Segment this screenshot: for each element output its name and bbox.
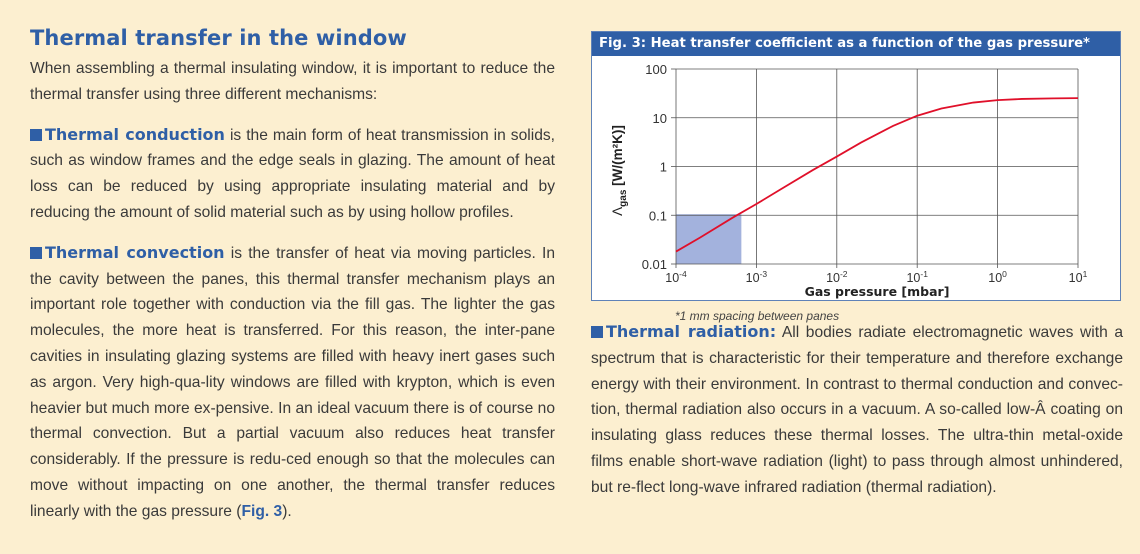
bullet-square-icon [30, 247, 42, 259]
x-tick-label: $10^{-3}$ [745, 269, 768, 285]
bullet-square-icon [591, 326, 603, 338]
bullet-square-icon [30, 129, 42, 141]
x-tick-label: $10^{-1}$ [906, 269, 928, 285]
heat-transfer-chart [592, 56, 1120, 323]
article-right-column [591, 319, 1123, 515]
radiation-heading: Thermal radiation: [606, 322, 777, 341]
conduction-heading: Thermal conduction [45, 124, 225, 144]
convection-paragraph [30, 240, 555, 525]
y-tick-label: 10 [652, 110, 667, 126]
y-tick-label: 100 [645, 62, 667, 77]
article-left-column [30, 26, 555, 539]
figure-3 [591, 31, 1121, 323]
x-tick-label: $10^1$ [1068, 269, 1088, 285]
convection-body: is the transfer of heat via moving particles. In the cavity between the panes, this thermal transfer mechanism plays an important role together with conduction via the fill gas. The lighter the gas molecules, the more heat is transferred. For this reason, the inter-pane cavities in insulating glazing systems are filled with heavy inert gases such as argon. Very high-qua-lity windows are filled with krypton, which is even heavier but much more ex-pensive. In an ideal vacuum there is of course no thermal convection. But a partial vacuum also reduces heat transfer considerably. If the pressure is redu-ced enough so that the molecules can move without impacting on one another, the thermal transfer reduces linearly with the gas pressure ( [30, 244, 555, 520]
figure-footnote: *1 mm spacing between panes [675, 309, 840, 323]
y-axis-label: $\Lambda_{gas}$ [W/(m²K)] [610, 125, 629, 216]
figure-header [592, 32, 1120, 56]
y-tick-label: 0.01 [641, 257, 667, 272]
x-tick-label: $10^0$ [988, 269, 1007, 285]
convection-tail: ). [282, 502, 292, 520]
figure-title: Fig. 3: Heat transfer coefficient as a function of the gas pressure* [599, 36, 1090, 51]
radiation-body: All bodies radiate electromagnetic waves with a spectrum that is characteristic for their temperature and therefore exchange energy with their environment. In contrast to thermal conduction and convec-tion, thermal radiation also occurs in a vacuum. A so-called low-Â coating on insulating glass reduces these thermal losses. The ultra-thin metal-oxide films enable short-wave radiation (light) to pass through almost unhindered, but re-flect long-wave infrared radiation (thermal radiation). [591, 324, 1124, 496]
x-axis-label: Gas pressure [mbar] [804, 284, 950, 299]
conduction-body: is the main form of heat transmission in solids, such as window frames and the edge seals in glazing. The amount of heat loss can be reduced by using appropriate insulating material and by reducing the amount of solid material such as by using hollow profiles. [30, 126, 556, 221]
shaded-region [676, 214, 741, 264]
radiation-paragraph [591, 319, 1123, 501]
article-title: Thermal transfer in the window [30, 26, 407, 50]
y-tick-label: 1 [659, 159, 667, 175]
conduction-paragraph [30, 122, 555, 226]
figure-reference-link[interactable]: Fig. 3 [241, 502, 283, 520]
x-tick-label: $10^{-2}$ [826, 269, 848, 285]
convection-heading: Thermal convection [45, 242, 225, 262]
intro-paragraph: When assembling a thermal insulating window, it is important to reduce the thermal transfer using three different mechanisms: [30, 60, 555, 103]
y-tick-label: 0.1 [648, 208, 667, 224]
x-tick-label: $10^{-4}$ [665, 269, 687, 285]
